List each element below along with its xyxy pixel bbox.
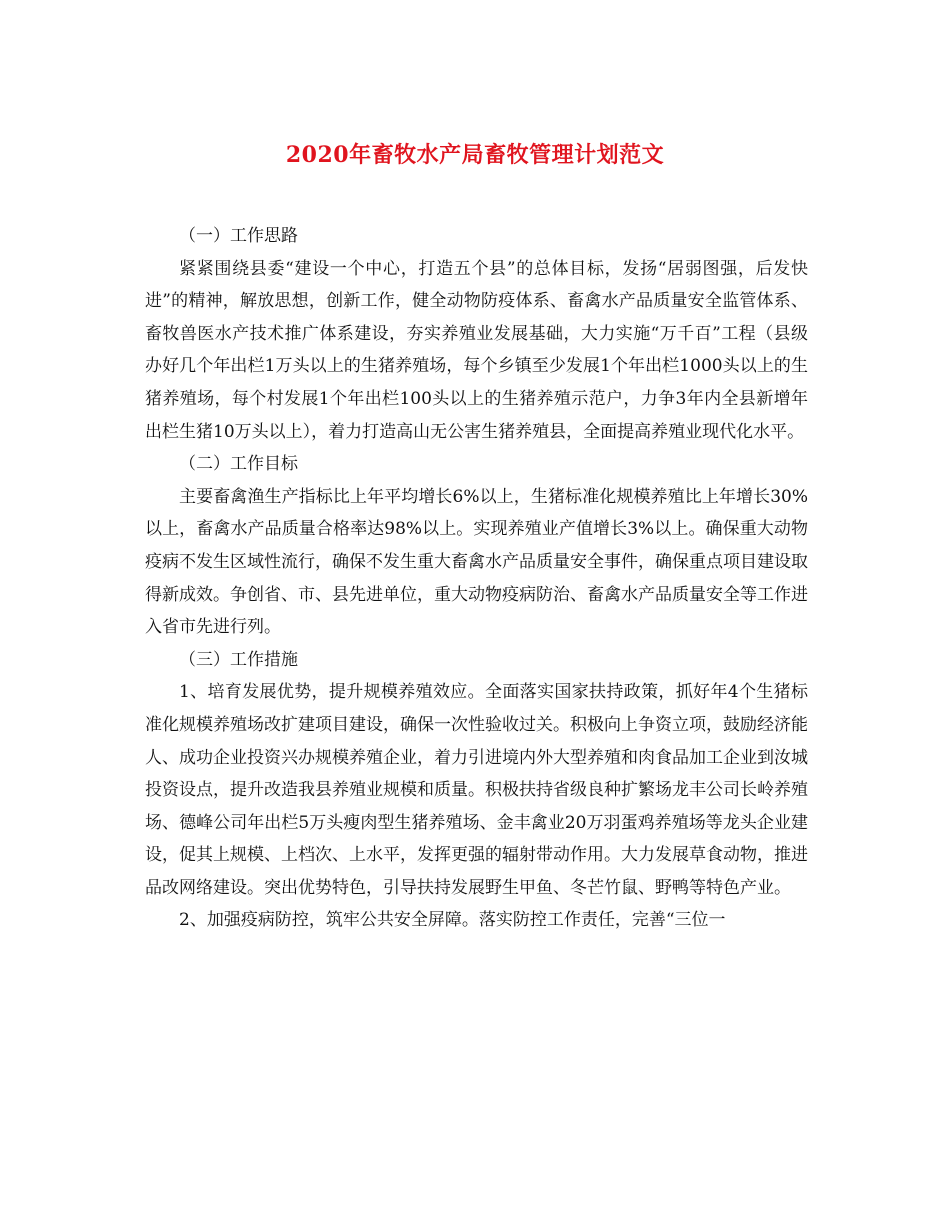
paragraph-work-approach: 紧紧围绕县委“建设一个中心，打造五个县”的总体目标，发扬“居弱图强，后发快进”的精神，解放思想，创新工作，健全动物防疫体系、畜禽水产品质量安全监管体系、畜牧兽医水产技术推广体系建设，夯实养殖业发展基础，大力实施“万千百”工程（县级办好几个年出栏1万头以上的生猪养殖场，每个乡镇至少发展1个年出栏1000头以上的生猪养殖场，每个村发展1个年出栏100头以上的生猪养殖示范户，力争3年内全县新增年出栏生猪10万头以上），着力打造高山无公害生猪养殖县，全面提高养殖业现代化水平。 bbox=[145, 258, 808, 442]
section-heading-1: （一）工作思路 bbox=[179, 226, 298, 246]
section-heading-3: （三）工作措施 bbox=[179, 649, 298, 670]
paragraph-measure-1: 1、培育发展优势，提升规模养殖效应。全面落实国家扶持政策，抓好年4个生猪标准化规模养殖场改扩建项目建设，确保一次性验收过关。积极向上争资立项，鼓励经济能人、成功企业投资兴办规模养殖企业，着力引进境内外大型养殖和肉食品加工企业到汝城投资设点，提升改造我县养殖业规模和质量。积极扶持省级良种扩繁场龙丰公司长岭养殖场、德峰公司年出栏5万头瘦肉型生猪养殖场、金丰禽业20万羽蛋鸡养殖场等龙头企业建设，促其上规模、上档次、上水平，发挥更强的辐射带动作用。大力发展草食动物，推进品改网络建设。突出优势特色，引导扶持发展野生甲鱼、冬芒竹鼠、野鸭等特色产业。 bbox=[145, 682, 808, 898]
document-body bbox=[145, 220, 808, 937]
section-heading-2: （二）工作目标 bbox=[179, 454, 298, 475]
document-title: 2020年畜牧水产局畜牧管理计划范文 bbox=[285, 142, 665, 168]
paragraph-work-goals: 主要畜禽渔生产指标比上年平均增长6%以上，生猪标准化规模养殖比上年增长30%以上，畜禽水产品质量合格率达98%以上。实现养殖业产值增长3%以上。确保重大动物疫病不发生区域性流行，确保不发生重大畜禽水产品质量安全事件，确保重点项目建设取得新成效。争创省、市、县先进单位，重大动物疫病防治、畜禽水产品质量安全等工作进入省市先进行列。 bbox=[145, 486, 808, 638]
paragraph-measure-2: 2、加强疫病防控，筑牢公共安全屏障。落实防控工作责任，完善“三位一 bbox=[179, 910, 726, 931]
